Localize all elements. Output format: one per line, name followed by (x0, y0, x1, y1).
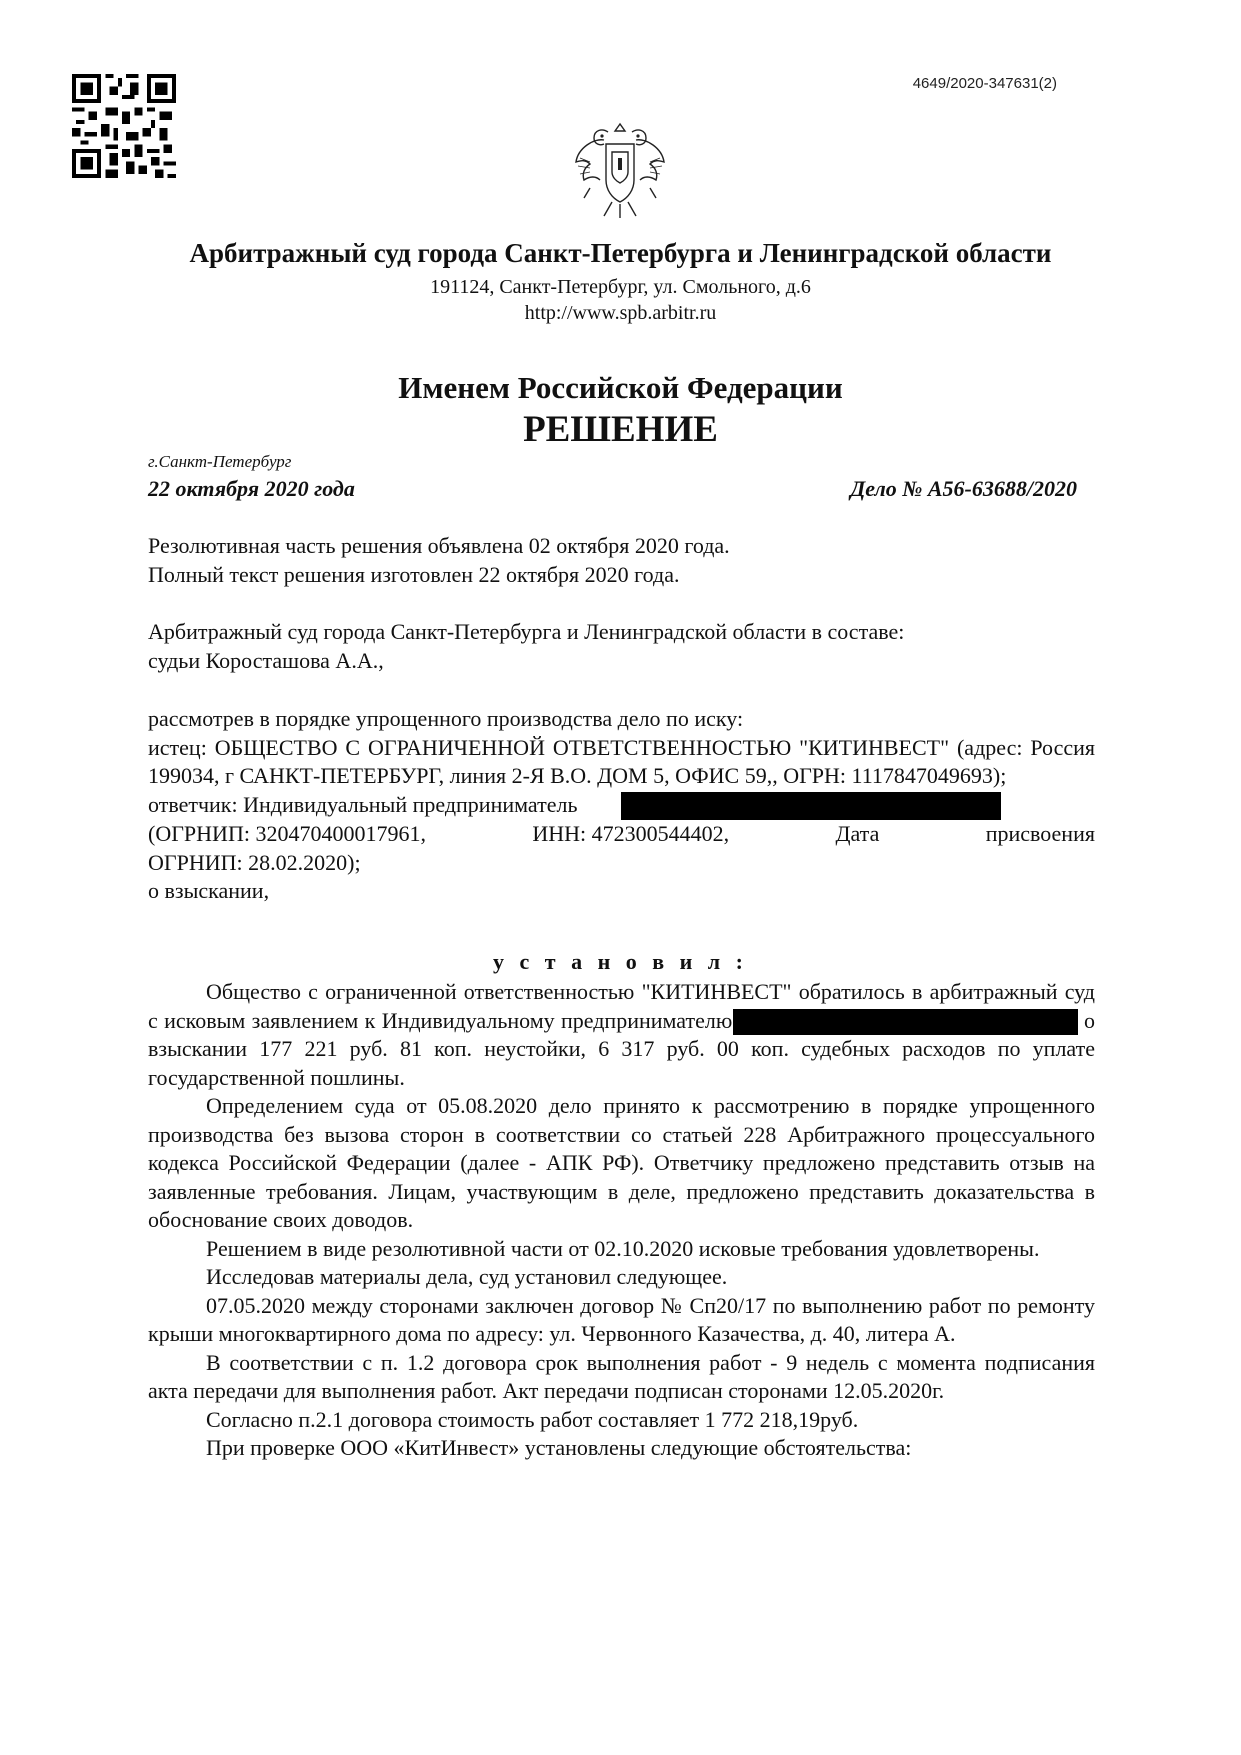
decision-city: г.Санкт-Петербург (148, 452, 292, 471)
claim-subject: о взыскании, (148, 878, 270, 904)
defendant-date-label-1: Дата (835, 821, 880, 847)
redacted-entrepreneur-name (733, 1009, 1078, 1035)
body-block (148, 978, 1095, 1463)
defendant-inn: ИНН: 472300544402, (532, 821, 730, 847)
court-website: http://www.spb.arbitr.ru (524, 302, 717, 324)
body-paragraph-1 (148, 978, 1095, 1092)
body-paragraph-6: В соответствии с п. 1.2 договора срок выполнения работ - 9 недель с момента подписания акта передачи для выполнения работ. Акт передачи подписан сторонами 12.05.2020г. (148, 1349, 1095, 1404)
body-paragraph-7: Согласно п.2.1 договора стоимость работ составляет 1 772 218,19руб. (206, 1406, 859, 1432)
on-behalf-heading: Именем Российской Федерации (398, 370, 843, 405)
announcement-block (148, 532, 1095, 589)
p1-end: о взыскании 177 221 руб. 81 коп. неустойки, 6 317 руб. 00 коп. судебных расходов по уплате государственной пошлины. (148, 1007, 1096, 1090)
plaintiff-text: истец: ОБЩЕСТВО С ОГРАНИЧЕННОЙ ОТВЕТСТВЕННОСТЬЮ "КИТИНВЕСТ" (адрес: Россия 199034, г САНКТ-ПЕТЕРБУРГ, линия 2-Я В.О. ДОМ 5, ОФИС 59,, ОГРН: 1117847049693); (148, 734, 1095, 788)
body-paragraph-8: При проверке ООО «КитИнвест» установлены следующие обстоятельства: (206, 1435, 912, 1461)
decision-date: 22 октября 2020 года (148, 476, 355, 501)
p1-start: Общество с ограниченной ответственностью "КИТИНВЕСТ" обратилось в арбитражный суд с исковым заявлением к Индивидуальному предпринимателю (148, 979, 1095, 1033)
case-number: Дело № А56-63688/2020 (850, 476, 1077, 501)
defendant-date-line: ОГРНИП: 28.02.2020); (148, 849, 361, 875)
court-address: 191124, Санкт-Петербург, ул. Смольного, д.6 (430, 276, 811, 298)
composition-block (148, 618, 1095, 675)
redacted-defendant-name (621, 792, 1001, 820)
parties-block (148, 705, 1095, 906)
defendant-line (148, 791, 1095, 821)
defendant-label: ответчик: Индивидуальный предприниматель (148, 791, 578, 817)
court-name: Арбитражный суд города Санкт-Петербурга и Ленинградской области (189, 238, 1052, 268)
case-reference: 4649/2020-347631(2) (912, 75, 1057, 92)
full-text-line: Полный текст решения изготовлен 22 октября 2020 года. (148, 561, 680, 587)
court-composition-line: Арбитражный суд города Санкт-Петербурга и Ленинградской области в составе: (148, 619, 905, 644)
decision-title: РЕШЕНИЕ (523, 409, 718, 450)
judge-line: судьи Коросташова А.А., (148, 647, 384, 673)
body-paragraph-4: Исследовав материалы дела, суд установил следующее. (206, 1264, 728, 1290)
case-intro: рассмотрев в порядке упрощенного производства дело по иску: (148, 706, 744, 731)
defendant-ids-line (148, 820, 1095, 849)
body-paragraph-5: 07.05.2020 между сторонами заключен договор № Сп20/17 по выполнению работ по ремонту крыши многоквартирного дома по адресу: ул. Червонного Казачества, д. 40, литера А. (148, 1292, 1095, 1347)
defendant-date-label-2: присвоения (985, 821, 1095, 847)
established-heading: у с т а н о в и л : (493, 949, 748, 974)
double-headed-eagle-emblem-icon (572, 118, 668, 222)
qr-code-icon (72, 74, 176, 178)
body-paragraph-2: Определением суда от 05.08.2020 дело принято к рассмотрению в порядке упрощенного производства без вызова сторон в соответствии со статьей 228 Арбитражного процессуального кодекса Российской Федерации (далее - АПК РФ). Ответчику предложено представить отзыв на заявленные требования. Лицам, участвующим в деле, предложено представить доказательства в обоснование своих доводов. (148, 1093, 1095, 1233)
defendant-ogrnip: (ОГРНИП: 320470400017961, (148, 821, 426, 847)
operative-part-line: Резолютивная часть решения объявлена 02 октября 2020 года. (148, 533, 730, 558)
body-paragraph-3: Решением в виде резолютивной части от 02.10.2020 исковые требования удовлетворены. (206, 1235, 1040, 1261)
